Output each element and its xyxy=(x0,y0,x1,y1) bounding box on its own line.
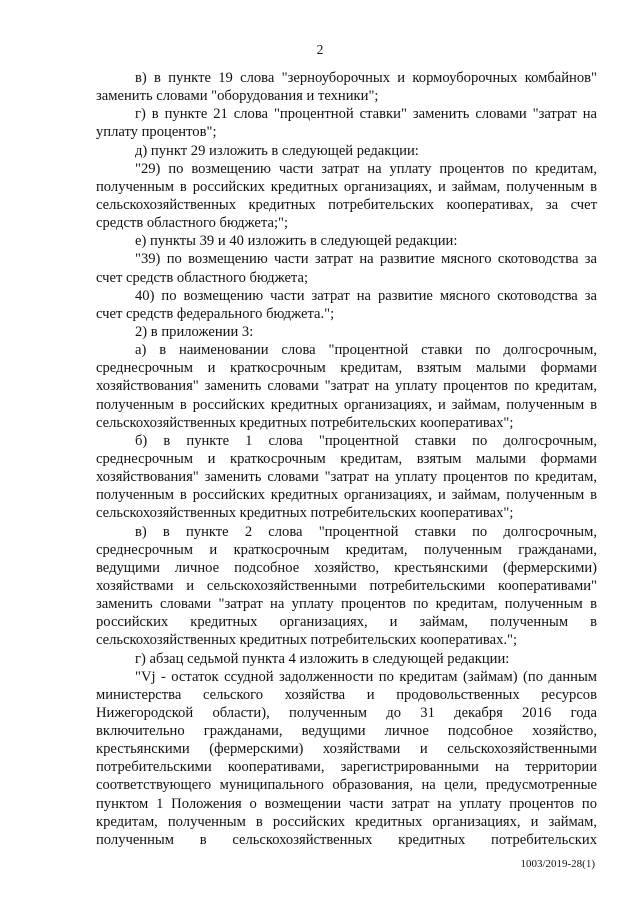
text-line: средств областного бюджета;"; xyxy=(96,215,289,232)
text-line: крестьянскими (фермерскими) хозяйствами и сельскохозяйственными xyxy=(96,741,597,758)
text-line: сельскохозяйственных кредитных потребительских кооперативах"; xyxy=(96,414,514,431)
text-line: заменить словами "затрат на уплату процентов по кредитам, полученным в xyxy=(96,596,597,613)
text-line: "Vj - остаток ссудной задолженности по кредитам (займам) (по данным xyxy=(135,668,597,685)
text-line: среднесрочным и краткосрочным кредитам, полученным гражданами, xyxy=(96,541,597,558)
text-line: счет средств федерального бюджета."; xyxy=(96,305,335,322)
text-line: соответствующего муниципального образования, на цели, предусмотренные xyxy=(96,777,597,794)
text-line: потребительскими кооперативами, зарегистрированными на территории xyxy=(96,759,597,776)
text-line: сельскохозяйственных кредитных потребительских кооперативах."; xyxy=(96,632,518,649)
text-line: включительно гражданами, ведущими личное подсобное хозяйство, xyxy=(96,723,597,740)
text-line: в) в пункте 2 слова "процентной ставки по долгосрочным, xyxy=(135,523,597,540)
text-line: "39) по возмещению части затрат на развитие мясного скотоводства за xyxy=(135,251,597,268)
document-code: 1003/2019-28(1) xyxy=(520,858,595,870)
text-line: счет средств областного бюджета; xyxy=(96,269,309,286)
text-line: среднесрочным и краткосрочным кредитам, взятым малыми формами xyxy=(96,450,597,467)
text-line: пунктом 1 Положения о возмещении части затрат на уплату процентов по xyxy=(96,795,597,812)
text-line: хозяйствования" заменить словами "затрат на уплату процентов по кредитам, xyxy=(96,378,597,395)
text-line: г) абзац седьмой пункта 4 изложить в следующей редакции: xyxy=(135,650,510,667)
text-line: уплату процентов"; xyxy=(96,124,217,141)
text-line: ведущими личное подсобное хозяйство, крестьянскими (фермерскими) xyxy=(96,559,597,576)
text-line: хозяйствования" заменить словами "затрат на уплату процентов по кредитам, xyxy=(96,469,597,486)
text-line: Нижегородской области), полученным до 31 декабря 2016 года xyxy=(96,704,597,721)
text-line: г) в пункте 21 слова "процентной ставки" заменить словами "затрат на xyxy=(135,106,597,123)
text-line: в) в пункте 19 слова "зерноуборочных и кормоуборочных комбайнов" xyxy=(135,70,597,86)
text-line: среднесрочным и краткосрочным кредитам, взятым малыми формами xyxy=(96,360,597,377)
text-line: полученным в российских кредитных организациях, и займам, полученным в xyxy=(96,178,597,195)
text-line: российских кредитных организациях, и займам, полученным в xyxy=(96,614,597,631)
text-line: заменить словами "оборудования и техники"; xyxy=(96,88,379,105)
text-line: кредитам, полученным в российских кредитных организациях, и займам, xyxy=(96,813,597,830)
text-line: полученным в российских кредитных организациях, и займам, полученным в xyxy=(96,396,597,413)
text-line: д) пункт 29 изложить в следующей редакции: xyxy=(135,142,419,159)
text-line: "29) по возмещению части затрат на уплату процентов по кредитам, xyxy=(135,160,597,177)
text-line: сельскохозяйственных кредитных потребительских кооперативах, за счет xyxy=(96,196,597,213)
text-line: сельскохозяйственных кредитных потребительских кооперативах"; xyxy=(96,505,514,522)
body-text xyxy=(96,69,597,849)
text-line: хозяйствами и сельскохозяйственными потребительскими кооперативами" xyxy=(96,577,597,594)
text-line: а) в наименовании слова "процентной ставки по долгосрочным, xyxy=(135,342,597,359)
text-line: 40) по возмещению части затрат на развитие мясного скотоводства за xyxy=(135,287,597,304)
text-line: полученным в сельскохозяйственных кредитных потребительских xyxy=(96,831,597,848)
text-line: 2) в приложении 3: xyxy=(135,323,254,340)
text-line: е) пункты 39 и 40 изложить в следующей редакции: xyxy=(135,233,458,250)
text-line: б) в пункте 1 слова "процентной ставки по долгосрочным, xyxy=(135,432,597,449)
text-line: министерства сельского хозяйства и продовольственных ресурсов xyxy=(96,686,597,703)
page-number: 2 xyxy=(316,42,324,57)
text-line: полученным в российских кредитных организациях, и займам, полученным в xyxy=(96,487,597,504)
